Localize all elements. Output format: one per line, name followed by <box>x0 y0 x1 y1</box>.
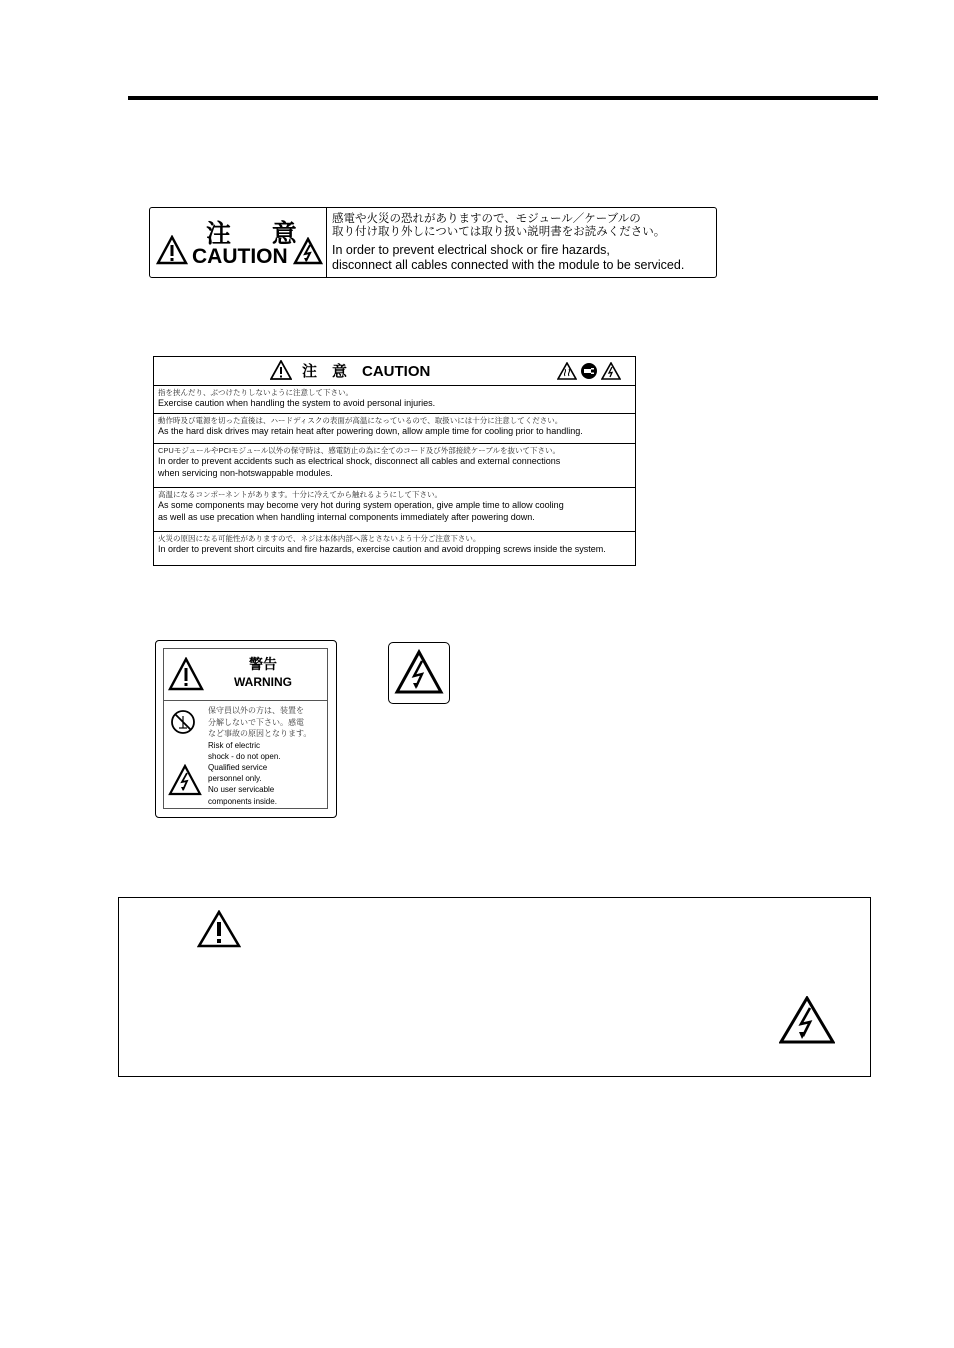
hot-surface-icon <box>557 362 577 380</box>
warning-label-header <box>164 649 327 701</box>
header-rule <box>128 96 878 100</box>
warning-title-jp: 警告 <box>249 656 277 672</box>
electric-shock-icon <box>779 996 835 1044</box>
warning-triangle-icon <box>270 360 292 380</box>
caution-title-en: CAUTION <box>192 245 288 268</box>
warning-text-en: No user servicable <box>208 785 275 795</box>
electric-shock-icon <box>168 764 202 796</box>
warning-text-en: shock - do not open. <box>208 751 281 761</box>
caution-system-icons <box>557 362 621 380</box>
warning-text-jp: など事故の原因となります。 <box>208 729 312 738</box>
caution-row-en: As some components may become very hot during system operation, give ample time to allow cooling <box>158 500 564 510</box>
warning-triangle-icon <box>197 910 241 948</box>
caution-row-jp: 火災の原因になる可能性がありますので、ネジは本体内部へ落とさないよう十分ご注意下さい。 <box>158 534 481 543</box>
electric-shock-icon <box>394 649 444 695</box>
warning-title-en: WARNING <box>234 675 292 689</box>
caution-row-jp: 指を挟んだり、ぶつけたりしないように注意して下さい。 <box>158 388 353 397</box>
caution-row-jp: 高温になるコンポーネントがあります。十分に冷えてから触れるようにして下さい。 <box>158 490 443 499</box>
caution-system-header <box>154 357 635 386</box>
warning-text-jp: 分解しないで下さい。感電 <box>208 717 304 727</box>
notice-box <box>118 897 871 1077</box>
caution-row-jp: CPUモジュールやPCIモジュール以外の保守時は、感電防止の為に全てのコード及び外部接続ケーブルを抜いて下さい。 <box>158 446 561 455</box>
caution-text-panel <box>332 213 716 272</box>
warning-label <box>155 640 337 818</box>
caution-text-en-2: disconnect all cables connected with the module to be serviced. <box>332 258 685 272</box>
caution-row <box>154 444 635 488</box>
caution-title-jp: 注 意 <box>206 219 313 248</box>
caution-row <box>154 386 635 414</box>
caution-row-jp: 動作時及び電源を切った直後は、ハードディスクの表面が高温になっているので、取扱いには十分に注意してください。 <box>158 416 563 425</box>
caution-row <box>154 488 635 532</box>
caution-label-title-panel <box>150 208 327 277</box>
warning-triangle-icon <box>168 657 204 691</box>
caution-label-module <box>149 207 717 278</box>
warning-text-en: Risk of electric <box>208 740 261 750</box>
caution-row <box>154 532 635 565</box>
warning-text-en: personnel only. <box>208 774 262 784</box>
caution-row-en: when servicing non-hotswappable modules. <box>158 467 333 478</box>
caution-label-system <box>153 356 636 566</box>
caution-row-en: In order to prevent accidents such as electrical shock, disconnect all cables and external connections <box>158 456 561 466</box>
electric-shock-icon <box>601 362 621 380</box>
unplug-icon <box>579 362 599 380</box>
caution-row-en: In order to prevent short circuits and fire hazards, exercise caution and avoid dropping screws inside the system. <box>158 544 606 554</box>
no-disassembly-icon <box>170 709 196 735</box>
warning-text-en: components inside. <box>208 796 277 806</box>
caution-text-en-1: In order to prevent electrical shock or fire hazards, <box>332 243 610 257</box>
caution-row-en: as well as use precation when handling internal components immediately after powering down. <box>158 511 535 522</box>
warning-text-jp: 保守員以外の方は、装置を <box>208 706 304 715</box>
warning-label-body <box>208 705 328 807</box>
warning-label-inner <box>163 648 328 809</box>
caution-row-en: As the hard disk drives may retain heat after powering down, allow ample time for cooling prior to handling. <box>158 426 583 436</box>
electric-shock-icon <box>293 237 323 265</box>
caution-text-jp-1: 感電や火災の恐れがありますので、モジュール／ケーブルの <box>332 213 641 225</box>
caution-system-title: 注 意 CAUTION <box>302 363 431 380</box>
warning-text-en: Qualified service <box>208 762 268 772</box>
caution-row <box>154 414 635 444</box>
electric-shock-label <box>388 642 450 704</box>
caution-text-jp-2: 取り付け取り外しについては取り扱い説明書をお読みください。 <box>332 226 666 238</box>
caution-row-en: Exercise caution when handling the system to avoid personal injuries. <box>158 398 436 408</box>
warning-triangle-icon <box>156 235 188 265</box>
